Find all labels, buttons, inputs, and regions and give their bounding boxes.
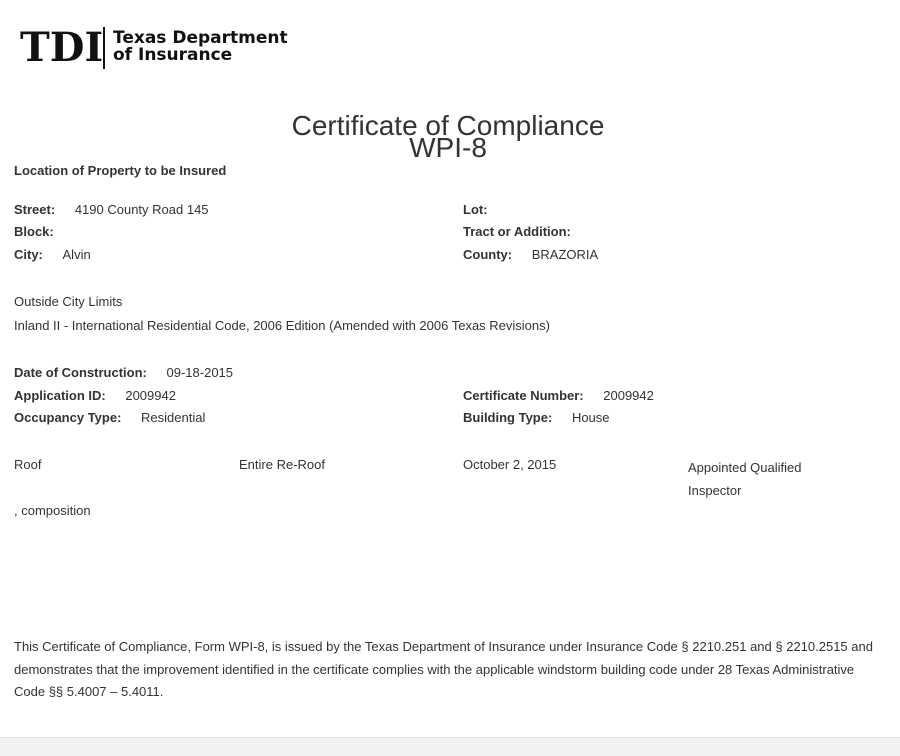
lot-label: Lot: [463,202,488,217]
city-value: Alvin [62,247,91,262]
building-type-row [463,410,610,425]
city-row [14,247,91,262]
construction-date-label: Date of Construction: [14,365,147,380]
page-title: Certificate of Compliance [291,110,605,141]
certificate-number-row [463,388,654,403]
improvement-inspector [688,457,801,502]
county-row [463,247,598,262]
application-id-row [14,388,176,403]
city-limits-text: Outside City Limits [14,294,123,309]
occupancy-row [14,410,205,425]
street-row [14,202,209,217]
improvement-item: Roof [14,457,42,472]
inspector-line1: Appointed Qualified [688,460,802,475]
construction-date-row [14,365,233,380]
compliance-statement: This Certificate of Compliance, Form WPI-8, is issued by the Texas Department of Insurance under Insurance Code § 2210.251 and § 2210.2515 and demonstrates that the improvement identified in the certificate complies with the applicable windstorm building code under 28 Texas Administrative Code §§ 5.4007 – 5.4011. [14,639,873,699]
certificate-number-value: 2009942 [603,388,654,403]
page-subtitle: WPI-8 [409,132,487,163]
logo-divider [103,27,105,69]
logo-org-line2: of Insurance [113,45,233,65]
block-label: Block: [14,224,54,239]
city-label: City: [14,247,43,262]
building-type-label: Building Type: [463,410,553,425]
construction-date-value: 09-18-2015 [166,365,234,380]
inspector-line2: Inspector [688,482,742,498]
street-label: Street: [14,202,56,217]
occupancy-label: Occupancy Type: [14,410,122,425]
building-type-value: House [571,410,610,425]
logo-org-name [113,30,288,64]
improvement-date: October 2, 2015 [463,457,557,472]
certificate-number-label: Certificate Number: [463,388,584,403]
improvement-scope: Entire Re-Roof [239,457,325,472]
logo-tdi-text: TDI [20,24,104,71]
county-value: BRAZORIA [531,247,599,262]
application-id-value: 2009942 [125,388,176,403]
building-code-text: Inland II - International Residential Code, 2006 Edition (Amended with 2006 Texas Revisions) [14,318,550,333]
improvement-material: , composition [14,503,91,518]
logo-org-line1: Texas Department [113,28,288,48]
location-heading: Location of Property to be Insured [14,163,227,178]
tract-label: Tract or Addition: [463,224,571,239]
street-value: 4190 County Road 145 [74,202,209,217]
county-label: County: [463,247,513,262]
page-footer-bar [0,737,900,756]
application-id-label: Application ID: [14,388,106,403]
occupancy-value: Residential [141,410,206,425]
